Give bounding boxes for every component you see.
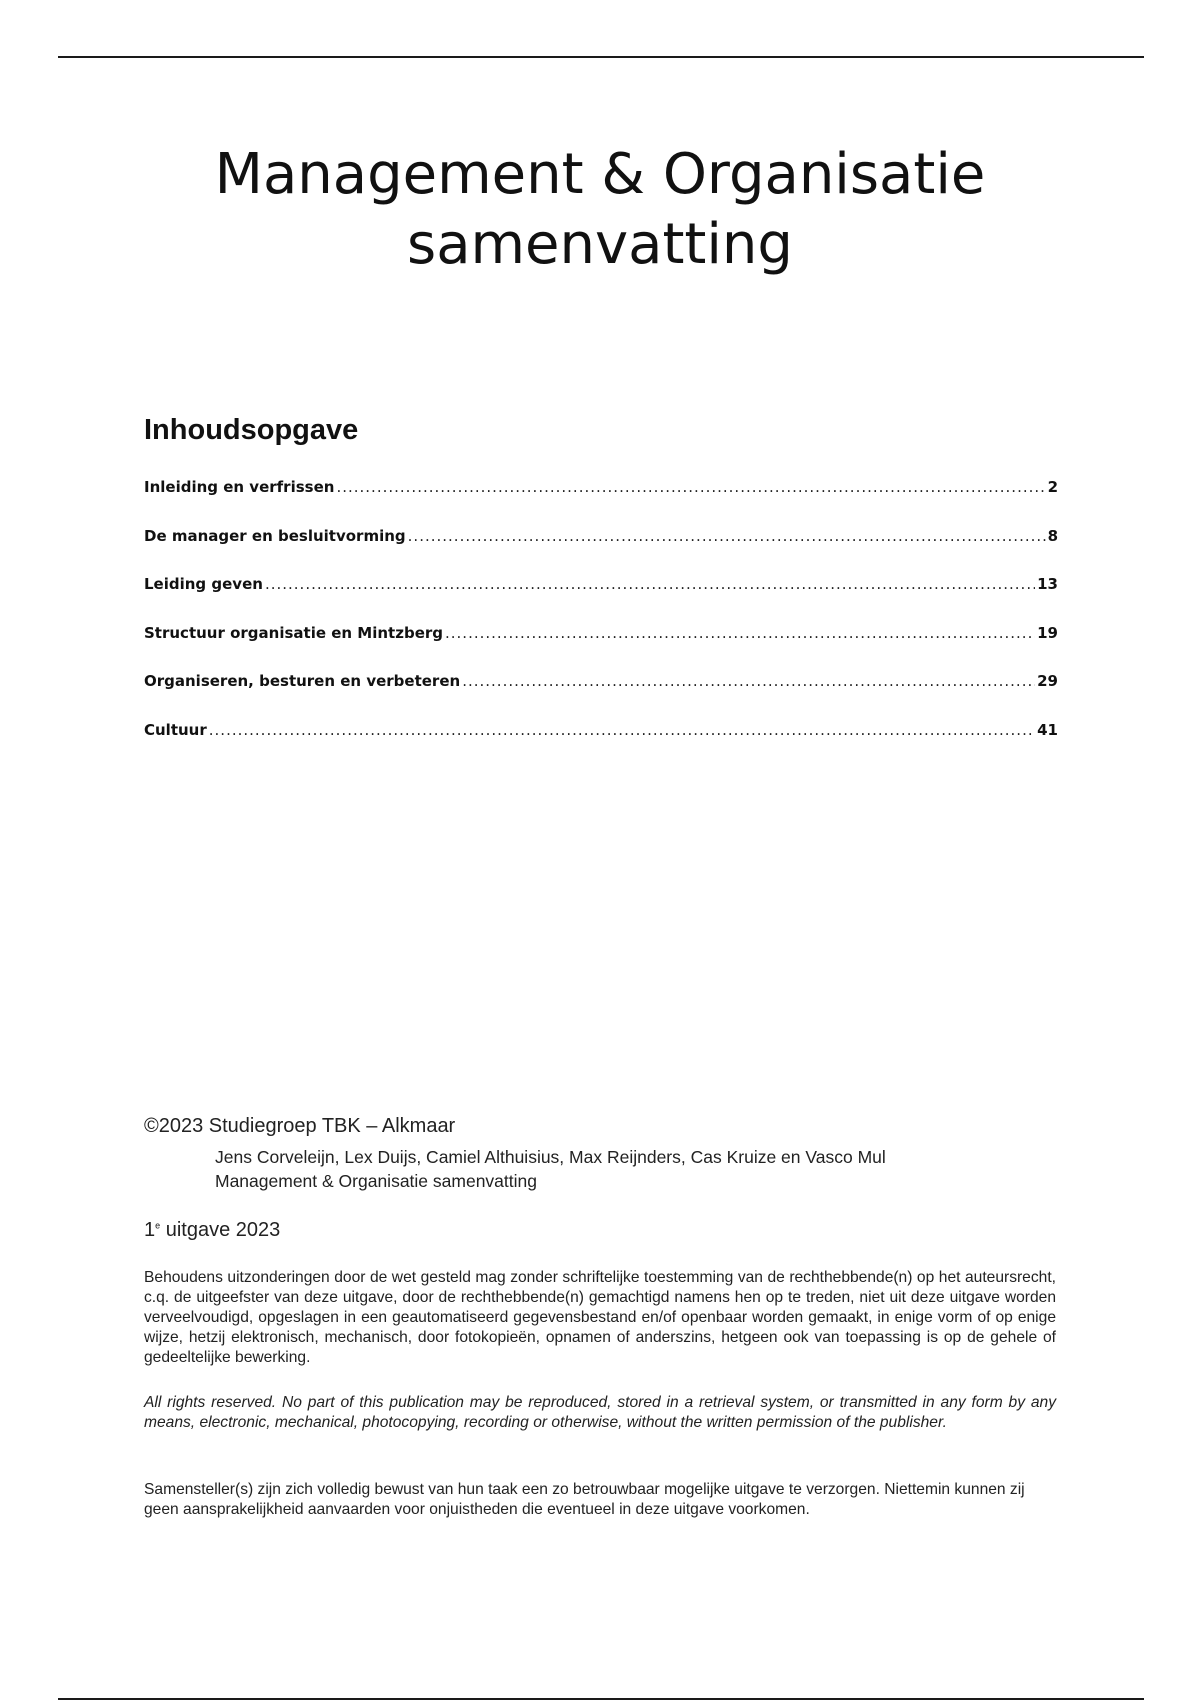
toc-leader-dots	[265, 575, 1035, 593]
copyright-notice-dutch: Behoudens uitzonderingen door de wet gesteld mag zonder schriftelijke toestemming van de rechthebbende(n) op het auteursrecht, c.q. de uitgeefster van deze uitgave, door de rechthebbende(n) gemachtigd namens hen op te treden, niet uit deze uitgave worden verveelvoudigd, opgeslagen in een geautomatiseerd gegevensbestand en/of openbaar worden gemaakt, in enige vorm of op enige wijze, hetzij elektronisch, mechanisch, door fotokopieën, opnamen of anderszins, hetgeen ook van toepassing is op de gehele of gedeeltelijke bewerking.	[144, 1269, 1056, 1366]
toc-entry-structuur[interactable]	[144, 624, 1058, 673]
publication-title: Management & Organisatie samenvatting	[215, 1171, 537, 1191]
document-title	[0, 140, 1200, 280]
toc-entry-page: 29	[1037, 672, 1058, 691]
header-rule	[58, 56, 1144, 58]
toc-entry-page: 41	[1037, 720, 1058, 739]
toc-leader-dots	[462, 672, 1035, 690]
toc-entry-inleiding[interactable]	[144, 478, 1058, 527]
toc-entry-label: Structuur organisatie en Mintzberg	[144, 623, 443, 642]
toc-heading: Inhoudsopgave	[144, 414, 359, 446]
edition-text: uitgave 2023	[160, 1219, 281, 1241]
toc-entry-label: Organiseren, besturen en verbeteren	[144, 672, 461, 691]
toc-entry-label: De manager en besluitvorming	[144, 526, 406, 545]
toc-entry-page: 2	[1047, 478, 1058, 496]
edition-superscript: e	[155, 1220, 161, 1231]
copyright-line: ©2023 Studiegroep TBK – Alkmaar	[144, 1115, 456, 1137]
toc-entry-manager-besluitvorming[interactable]	[144, 527, 1058, 576]
author-names: Jens Corveleijn, Lex Duijs, Camiel Althuisius, Max Reijnders, Cas Kruize en Vasco Mul	[215, 1147, 886, 1167]
toc-entry-organiseren[interactable]	[144, 672, 1058, 721]
toc-entry-label: Inleiding en verfrissen	[144, 478, 335, 496]
toc-entry-page: 13	[1037, 575, 1058, 594]
toc-entry-leiding-geven[interactable]	[144, 575, 1058, 624]
copyright-notice-english: All rights reserved. No part of this publication may be reproduced, stored in a retrieval system, or transmitted in any form by any means, electronic, mechanical, photocopying, recording or otherwise, without the written permission of the publisher.	[144, 1394, 1056, 1431]
toc-entry-cultuur[interactable]	[144, 721, 1058, 770]
edition-number: 1	[144, 1219, 156, 1241]
title-line-1: Management & Organisatie	[214, 142, 986, 207]
toc-leader-dots	[209, 721, 1035, 739]
liability-disclaimer: Samensteller(s) zijn zich volledig bewust van hun taak een zo betrouwbaar mogelijke uitgave te verzorgen. Niettemin kunnen zij geen aansprakelijkheid aanvaarden voor onjuistheden die eventueel in deze uitgave voorkomen.	[144, 1481, 1025, 1518]
edition-line	[144, 1219, 280, 1242]
toc-leader-dots	[445, 624, 1035, 642]
toc-entry-label: Leiding geven	[144, 575, 263, 594]
authors-block	[215, 1145, 886, 1193]
toc-entry-label: Cultuur	[144, 720, 207, 739]
toc-leader-dots	[408, 527, 1046, 545]
toc-entry-page: 8	[1047, 526, 1058, 545]
table-of-contents	[144, 478, 1058, 770]
toc-leader-dots	[336, 478, 1045, 496]
toc-entry-page: 19	[1037, 623, 1058, 642]
title-line-2: samenvatting	[407, 212, 793, 277]
